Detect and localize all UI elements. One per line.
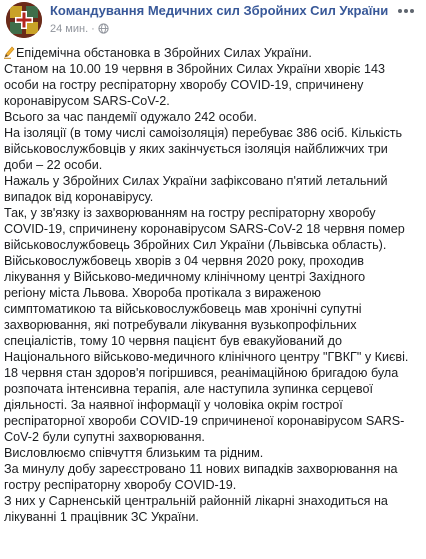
post-line: Висловлюємо співчуття близьким та рідним. [4, 446, 264, 460]
post-line: розпочата інтенсивна терапія, але наступила зупинка серцевої [4, 382, 373, 396]
post-line: Всього за час пандемії одужало 242 особи. [4, 110, 257, 124]
pen-icon [4, 45, 16, 59]
post-line: Військовослужбовець хворів з 04 червня 2020 року, проходив [4, 254, 364, 268]
post-line: коронавірусом SARS-CoV-2. [4, 94, 170, 108]
post-line [4, 45, 424, 61]
post-line: 18 червня стан здоров'я погіршився, реанімаційною бригадою була [4, 366, 399, 380]
post-line: респіраторної хвороби COVID-19 спричиненої коронавірусом SARS- [4, 414, 405, 428]
post-line: військовослужбовець Збройних Сил України (Львівська область). [4, 238, 387, 252]
post-line: лікування у Військово-медичному клінічному центрі Західного [4, 270, 366, 284]
post-meta [50, 22, 109, 38]
medical-forces-emblem-icon [6, 2, 42, 38]
post-line: Так, у зв'язку із захворюванням на гостру респіраторну хворобу [4, 206, 376, 220]
post-line: симптоматикою та військовослужбовець мав хронічні супутні [4, 302, 362, 316]
post-line: CoV-2 були супутні захворювання. [4, 430, 205, 444]
globe-icon[interactable] [98, 23, 109, 38]
post-line: військовослужбовців у яких закінчується ізоляція найближчих три [4, 142, 388, 156]
more-dots-icon [394, 3, 418, 19]
post-line: COVID-19, спричинену коронавірусом SARS-CoV-2 18 червня помер [4, 222, 405, 236]
post-line: випадок від коронавірусу. [4, 190, 154, 204]
post-line: З них у Сарненській центральній районній лікарні знаходиться на [4, 494, 388, 508]
post-text [4, 45, 424, 525]
post-timestamp[interactable]: 24 мин. [50, 23, 89, 35]
more-options-button[interactable] [394, 3, 418, 19]
post-line: діяльності. За наявної інформації у чоловіка окрім гострої [4, 398, 343, 412]
post-line: лікуванні 1 працівник ЗС України. [4, 510, 199, 524]
meta-separator: · [91, 23, 95, 35]
post-line: доби – 22 особи. [4, 158, 103, 172]
page-name-link[interactable]: Командування Медичних сил Збройних Сил України [50, 3, 389, 18]
page-avatar[interactable] [6, 2, 42, 38]
post-line: захворювання, які потребували лікування вузькопрофільних [4, 318, 357, 332]
post-line: За минулу добу зареєстровано 11 нових випадків захворювання на [4, 462, 398, 476]
post-line: Станом на 10.00 19 червня в Збройних Силах України хворіє 143 [4, 62, 385, 76]
post-line: На ізоляції (в тому числі самоізоляція) перебуває 386 осіб. Кількість [4, 126, 403, 140]
post-line: особи на гостру респіраторну хворобу COVID-19, спричинену [4, 78, 364, 92]
post-line: гостру респіраторну хворобу COVID-19. [4, 478, 237, 492]
post-line: спеціалістів, тому 10 червня пацієнт був евакуйований до [4, 334, 342, 348]
post-header [0, 0, 426, 44]
post-line: Національного військово-медичного клінічного центру "ГВКГ" у Києві. [4, 350, 409, 364]
post-line: Нажаль у Збройних Силах України зафіксовано п'ятий летальний [4, 174, 388, 188]
post-line: регіону міста Львова. Хвороба протікала з вираженою [4, 286, 321, 300]
post-line-text: Епідемічна обстановка в Збройних Силах України. [16, 46, 312, 60]
